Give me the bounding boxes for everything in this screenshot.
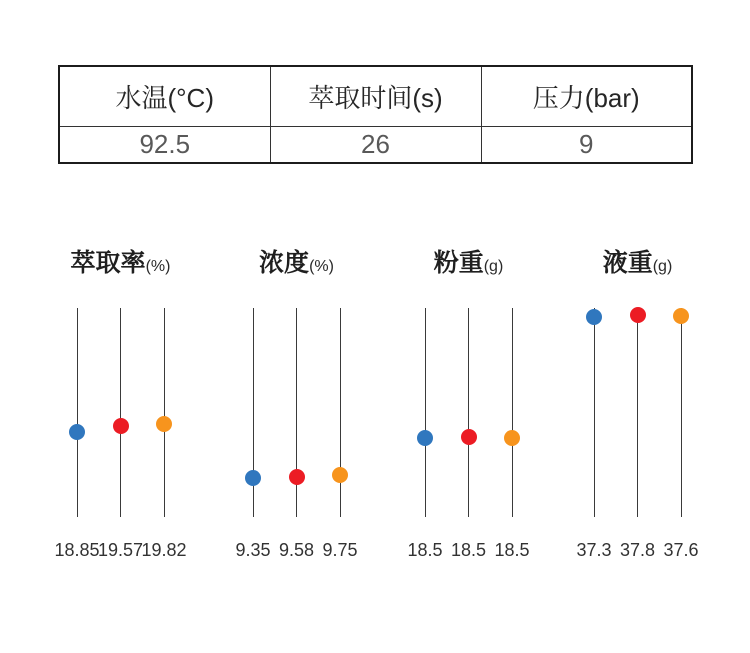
stem-line (425, 308, 426, 517)
stem-line (77, 308, 78, 517)
header-pressure: 压力(bar) (481, 66, 692, 127)
data-dot-orange (156, 416, 172, 432)
stem-line (164, 308, 165, 517)
data-dot-red (113, 418, 129, 434)
stem-line (468, 308, 469, 517)
value-label: 19.57 (97, 540, 144, 560)
value-extract-time: 26 (270, 127, 481, 164)
stem-line (296, 308, 297, 517)
value-label: 18.5 (450, 540, 487, 560)
stem-line (512, 308, 513, 517)
data-dot-blue (245, 470, 261, 486)
data-dot-orange (673, 308, 689, 324)
data-dot-red (289, 469, 305, 485)
chart-title-unit: (g) (652, 258, 673, 275)
stem-line (681, 308, 682, 517)
value-label: 9.58 (278, 540, 315, 560)
chart-title (71, 247, 171, 283)
header-water-temp: 水温(°C) (59, 66, 270, 127)
value-label: 37.3 (576, 540, 612, 560)
header-extract-time: 萃取时间(s) (270, 66, 481, 127)
chart-title-text: 萃取率 (70, 249, 146, 277)
value-label: 37.6 (663, 540, 699, 560)
chart-title (259, 247, 334, 283)
value-pressure: 9 (481, 127, 692, 164)
chart-title-unit: (%) (145, 258, 171, 275)
chart-title-text: 液重 (602, 249, 653, 277)
value-label: 9.35 (235, 540, 271, 560)
value-label: 18.5 (407, 540, 443, 560)
value-label: 37.8 (619, 540, 656, 560)
data-dot-red (461, 429, 477, 445)
data-dot-blue (586, 309, 602, 325)
data-dot-blue (69, 424, 85, 440)
stem-line (120, 308, 121, 517)
chart-title-unit: (%) (309, 258, 334, 275)
value-label: 9.75 (322, 540, 358, 560)
value-label: 19.82 (141, 540, 187, 560)
data-dot-orange (332, 467, 348, 483)
data-dot-blue (417, 430, 433, 446)
chart-title (434, 247, 504, 283)
chart-title-unit: (g) (483, 258, 504, 275)
stem-line (637, 308, 638, 517)
data-dot-red (630, 307, 646, 323)
value-water-temp: 92.5 (59, 127, 270, 164)
chart-title-text: 浓度 (259, 249, 310, 277)
value-label: 18.5 (494, 540, 530, 560)
stem-line (340, 308, 341, 517)
data-dot-orange (504, 430, 520, 446)
chart-title (603, 247, 673, 283)
stem-line (594, 308, 595, 517)
value-label: 18.85 (54, 540, 100, 560)
chart-title-text: 粉重 (433, 249, 484, 277)
